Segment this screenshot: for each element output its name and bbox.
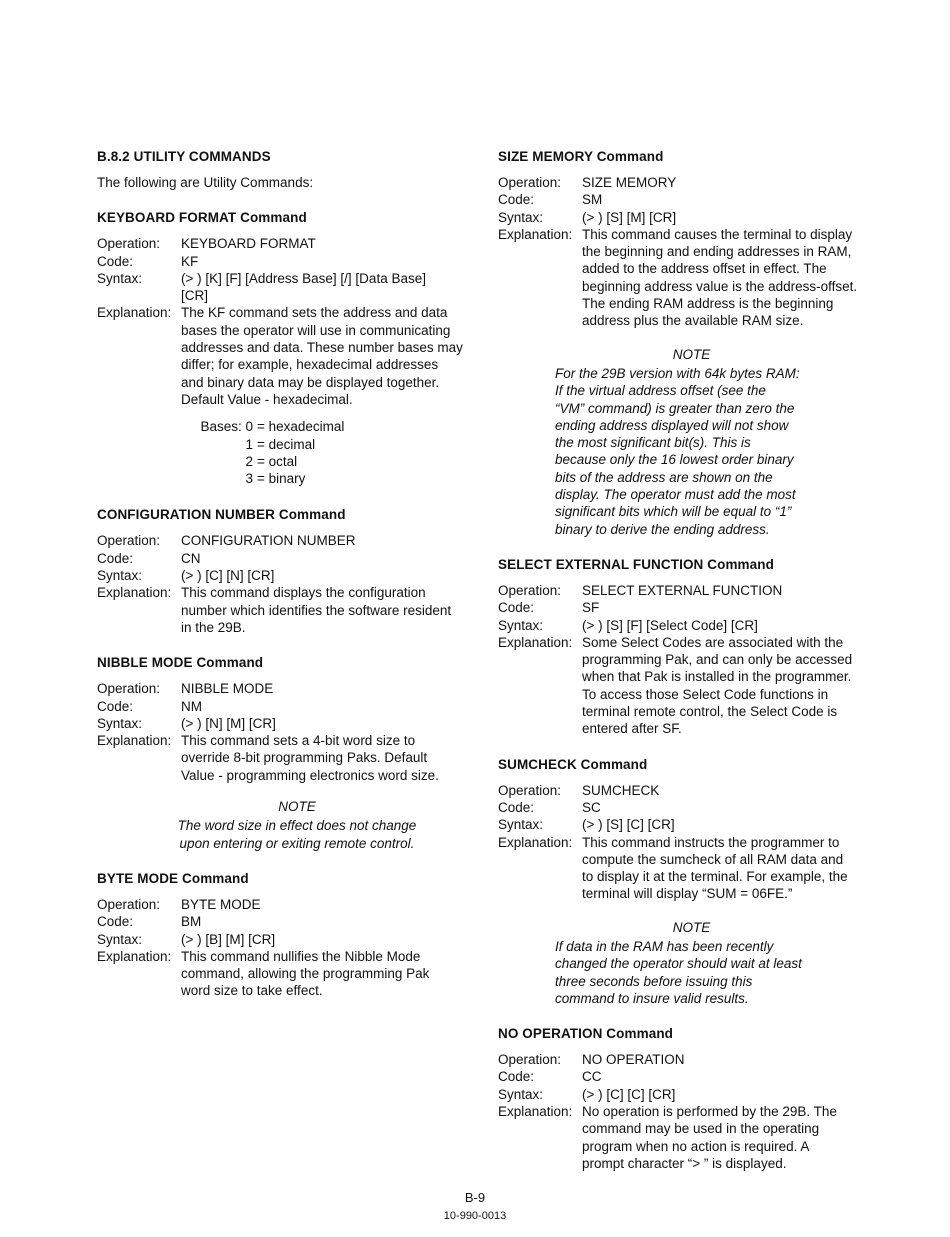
- sc-note-line: three seconds before issuing this: [555, 973, 753, 989]
- cc-operation-row: [498, 1051, 878, 1068]
- select-external-function-title: SELECT EXTERNAL FUNCTION Command: [498, 556, 774, 572]
- intro-text: The following are Utility Commands:: [97, 175, 314, 190]
- nm-explanation-line: Value - programming electronics word size.: [181, 767, 439, 783]
- keyboard-format-title: KEYBOARD FORMAT Command: [97, 210, 307, 226]
- kf-syntax-value: [181, 270, 477, 305]
- cc-syntax-value: (> ) [C] [C] [CR]: [582, 1086, 676, 1102]
- cn-operation-row: [97, 532, 477, 549]
- sm-explanation-line: the beginning and ending addresses in RAM,: [582, 244, 852, 260]
- sm-syntax-label: Syntax:: [498, 209, 544, 225]
- kf-operation-value: KEYBOARD FORMAT: [181, 236, 316, 252]
- kf-syntax-line-1: (> ) [K] [F] [Address Base] [/] [Data Base]: [181, 270, 426, 286]
- nm-operation-label: Operation:: [97, 681, 161, 697]
- cn-code-value: CN: [181, 550, 201, 566]
- bm-code-label: Code:: [97, 914, 134, 930]
- sm-note-line: the most significant bit(s). This is: [555, 435, 751, 451]
- kf-code-value: KF: [181, 253, 199, 269]
- nm-syntax-label: Syntax:: [97, 715, 143, 731]
- sf-syntax-row: [498, 617, 878, 634]
- sm-explanation-line: address plus the available RAM size.: [582, 313, 804, 329]
- sc-note-line: If data in the RAM has been recently: [555, 938, 774, 954]
- cc-code-row: [498, 1068, 878, 1085]
- sc-explanation-label: Explanation:: [498, 834, 573, 850]
- byte-mode-title: BYTE MODE Command: [97, 870, 249, 886]
- cn-code-row: [97, 550, 477, 567]
- kf-base-item: 3 = binary: [245, 471, 306, 487]
- sc-syntax-row: [498, 816, 878, 833]
- sm-note-line: For the 29B version with 64k bytes RAM:: [555, 365, 800, 381]
- sm-code-row: [498, 191, 878, 208]
- bm-syntax-row: [97, 931, 477, 948]
- sm-explanation-line: beginning address value is the address-offset.: [582, 278, 858, 294]
- sc-code-value: SC: [582, 799, 601, 815]
- sc-explanation-row: [498, 834, 878, 903]
- cc-explanation-line: No operation is performed by the 29B. The: [582, 1104, 837, 1120]
- sc-explanation-text: [582, 834, 878, 903]
- cn-explanation-label: Explanation:: [97, 585, 172, 601]
- kf-syntax-line-2: [CR]: [181, 288, 208, 304]
- nm-operation-row: [97, 680, 477, 697]
- cn-operation-value: CONFIGURATION NUMBER: [181, 533, 356, 549]
- nm-note-title: NOTE: [278, 799, 316, 815]
- nm-code-label: Code:: [97, 698, 134, 714]
- sm-explanation-row: [498, 226, 878, 330]
- sm-note-line: binary to derive the ending address.: [555, 521, 770, 537]
- nm-syntax-value: (> ) [N] [M] [CR]: [181, 715, 276, 731]
- kf-explanation-line: Default Value - hexadecimal.: [181, 391, 353, 407]
- kf-explanation-row: [97, 304, 477, 408]
- bm-operation-row: [97, 896, 477, 913]
- sm-note-line: because only the 16 lowest order binary: [555, 452, 794, 468]
- sf-explanation-line: terminal remote control, the Select Code is: [582, 704, 838, 720]
- no-operation-title: NO OPERATION Command: [498, 1026, 674, 1042]
- bm-syntax-label: Syntax:: [97, 931, 143, 947]
- sm-note-line: bits of the address are shown on the: [555, 469, 773, 485]
- sm-note: [498, 346, 878, 538]
- nm-operation-value: NIBBLE MODE: [181, 681, 274, 697]
- cc-operation-label: Operation:: [498, 1052, 562, 1068]
- kf-explanation-line: and binary data may be displayed together.: [181, 374, 440, 390]
- cn-code-label: Code:: [97, 550, 134, 566]
- sm-explanation-label: Explanation:: [498, 226, 573, 242]
- nm-explanation-row: [97, 732, 477, 784]
- sf-code-label: Code:: [498, 600, 535, 616]
- sm-syntax-row: [498, 209, 878, 226]
- sc-explanation-line: compute the sumcheck of all RAM data and: [582, 851, 844, 867]
- cc-code-label: Code:: [498, 1069, 535, 1085]
- bm-explanation-line: word size to take effect.: [181, 983, 323, 999]
- kf-code-label: Code:: [97, 253, 134, 269]
- bm-explanation-line: This command nullifies the Nibble Mode: [181, 948, 421, 964]
- page-number: B-9: [464, 1190, 486, 1205]
- nm-explanation-line: This command sets a 4-bit word size to: [181, 733, 416, 749]
- sf-code-row: [498, 599, 878, 616]
- bm-explanation-line: command, allowing the programming Pak: [181, 966, 430, 982]
- cn-explanation-line: This command displays the configuration: [181, 585, 426, 601]
- right-column: [498, 148, 878, 1172]
- cn-explanation-row: [97, 584, 477, 636]
- cn-explanation-line: number which identifies the software resident: [181, 602, 452, 618]
- nm-note-line: The word size in effect does not change: [177, 818, 417, 834]
- sc-code-row: [498, 799, 878, 816]
- sm-note-line: ending address displayed will not show: [555, 417, 789, 433]
- nibble-mode-title: NIBBLE MODE Command: [97, 655, 264, 671]
- kf-code-row: [97, 253, 477, 270]
- bm-operation-value: BYTE MODE: [181, 896, 261, 912]
- kf-operation-label: Operation:: [97, 236, 161, 252]
- sc-operation-value: SUMCHECK: [582, 782, 660, 798]
- sm-operation-row: [498, 174, 878, 191]
- cn-operation-label: Operation:: [97, 533, 161, 549]
- sm-code-value: SM: [582, 192, 603, 208]
- cn-explanation-line: in the 29B.: [181, 619, 246, 635]
- sm-explanation-line: The ending RAM address is the beginning: [582, 296, 834, 312]
- nm-code-value: NM: [181, 698, 202, 714]
- cc-explanation-text: [582, 1103, 878, 1172]
- configuration-number-title: CONFIGURATION NUMBER Command: [97, 507, 346, 523]
- cc-syntax-label: Syntax:: [498, 1086, 544, 1102]
- cn-explanation-text: [181, 584, 477, 636]
- sc-note-title: NOTE: [672, 919, 711, 935]
- cc-explanation-label: Explanation:: [498, 1104, 573, 1120]
- kf-syntax-row: [97, 270, 477, 305]
- bm-explanation-text: [181, 948, 477, 1000]
- sm-syntax-value: (> ) [S] [M] [CR]: [582, 209, 677, 225]
- sm-operation-label: Operation:: [498, 175, 562, 190]
- sc-note-line: command to insure valid results.: [555, 990, 749, 1006]
- kf-explanation-label: Explanation:: [97, 305, 172, 321]
- sm-explanation-text: [582, 226, 878, 330]
- sf-explanation-line: entered after SF.: [582, 721, 682, 737]
- bm-explanation-row: [97, 948, 477, 1000]
- sm-code-label: Code:: [498, 192, 535, 208]
- cc-explanation-row: [498, 1103, 878, 1172]
- sm-explanation-line: This command causes the terminal to display: [582, 226, 853, 242]
- bm-syntax-value: (> ) [B] [M] [CR]: [181, 931, 276, 947]
- cc-explanation-line: prompt character “> ” is displayed.: [582, 1155, 787, 1171]
- sm-note-line: significant bits which will be equal to “1”: [555, 504, 792, 520]
- nm-explanation-line: override 8-bit programming Paks. Default: [181, 750, 428, 766]
- sf-explanation-text: [582, 634, 878, 738]
- sc-syntax-label: Syntax:: [498, 817, 544, 833]
- sumcheck-title: SUMCHECK Command: [498, 756, 648, 772]
- sf-explanation-row: [498, 634, 878, 738]
- bm-operation-label: Operation:: [97, 896, 161, 912]
- sm-note-line: If the virtual address offset (see the: [555, 383, 766, 399]
- sm-note-title: NOTE: [672, 346, 711, 362]
- cc-syntax-row: [498, 1086, 878, 1103]
- sf-explanation-line: when that Pak is installed in the programmer.: [582, 669, 852, 685]
- sm-explanation-line: added to the address offset in effect. The: [582, 261, 827, 277]
- sf-explanation-label: Explanation:: [498, 634, 573, 650]
- cn-syntax-row: [97, 567, 477, 584]
- sf-operation-value: SELECT EXTERNAL FUNCTION: [582, 582, 783, 598]
- kf-explanation-line: The KF command sets the address and data: [181, 305, 448, 321]
- nm-note-line: upon entering or exiting remote control.: [179, 835, 415, 851]
- nm-code-row: [97, 698, 477, 715]
- sc-explanation-line: terminal will display “SUM = 06FE.”: [582, 886, 793, 902]
- nm-note: [97, 798, 477, 852]
- nm-explanation-text: [181, 732, 477, 784]
- sf-syntax-label: Syntax:: [498, 617, 544, 633]
- sc-code-label: Code:: [498, 799, 535, 815]
- sc-operation-row: [498, 782, 878, 799]
- size-memory-title: SIZE MEMORY Command: [498, 149, 664, 164]
- bm-explanation-label: Explanation:: [97, 948, 172, 964]
- cc-explanation-line: program when no action is required. A: [582, 1138, 810, 1154]
- sm-operation-value: SIZE MEMORY: [582, 175, 677, 190]
- document-number: 10-990-0013: [443, 1210, 507, 1222]
- nm-explanation-label: Explanation:: [97, 733, 172, 749]
- kf-base-item: Bases: 0 = hexadecimal: [200, 419, 345, 435]
- sc-syntax-value: (> ) [S] [C] [CR]: [582, 817, 675, 833]
- section-heading: B.8.2 UTILITY COMMANDS: [97, 149, 271, 164]
- kf-explanation-text: [181, 304, 477, 408]
- cc-code-value: CC: [582, 1069, 602, 1085]
- sc-operation-label: Operation:: [498, 782, 562, 798]
- cc-operation-value: NO OPERATION: [582, 1052, 685, 1068]
- bm-code-row: [97, 913, 477, 930]
- kf-bases-list: [181, 418, 477, 487]
- sf-explanation-line: To access those Select Code functions in: [582, 686, 829, 702]
- sf-syntax-value: (> ) [S] [F] [Select Code] [CR]: [582, 617, 758, 633]
- sm-note-line: “VM” command) is greater than zero the: [555, 400, 795, 416]
- sf-operation-label: Operation:: [498, 582, 562, 598]
- sf-operation-row: [498, 582, 878, 599]
- nm-syntax-row: [97, 715, 477, 732]
- sc-note: [498, 919, 878, 1007]
- kf-base-item: 1 = decimal: [245, 436, 316, 452]
- sc-explanation-line: to display it at the terminal. For example, the: [582, 869, 848, 885]
- sf-explanation-line: Some Select Codes are associated with the: [582, 634, 844, 650]
- sf-code-value: SF: [582, 600, 600, 616]
- kf-explanation-line: differ; for example, hexadecimal addresses: [181, 357, 439, 373]
- sc-explanation-line: This command instructs the programmer to: [582, 834, 840, 850]
- cn-syntax-label: Syntax:: [97, 568, 143, 584]
- kf-syntax-label: Syntax:: [97, 270, 143, 286]
- sm-note-line: display. The operator must add the most: [555, 487, 796, 503]
- cc-explanation-line: command may be used in the operating: [582, 1121, 820, 1137]
- left-column: [97, 148, 477, 1000]
- sf-explanation-line: programming Pak, and can only be accessed: [582, 652, 853, 668]
- kf-explanation-line: bases the operator will use in communicating: [181, 322, 451, 338]
- kf-operation-row: [97, 235, 477, 252]
- kf-base-item: 2 = octal: [245, 453, 298, 469]
- bm-code-value: BM: [181, 914, 202, 930]
- cn-syntax-value: (> ) [C] [N] [CR]: [181, 568, 275, 584]
- kf-explanation-line: addresses and data. These number bases may: [181, 340, 463, 356]
- sc-note-line: changed the operator should wait at least: [555, 956, 802, 972]
